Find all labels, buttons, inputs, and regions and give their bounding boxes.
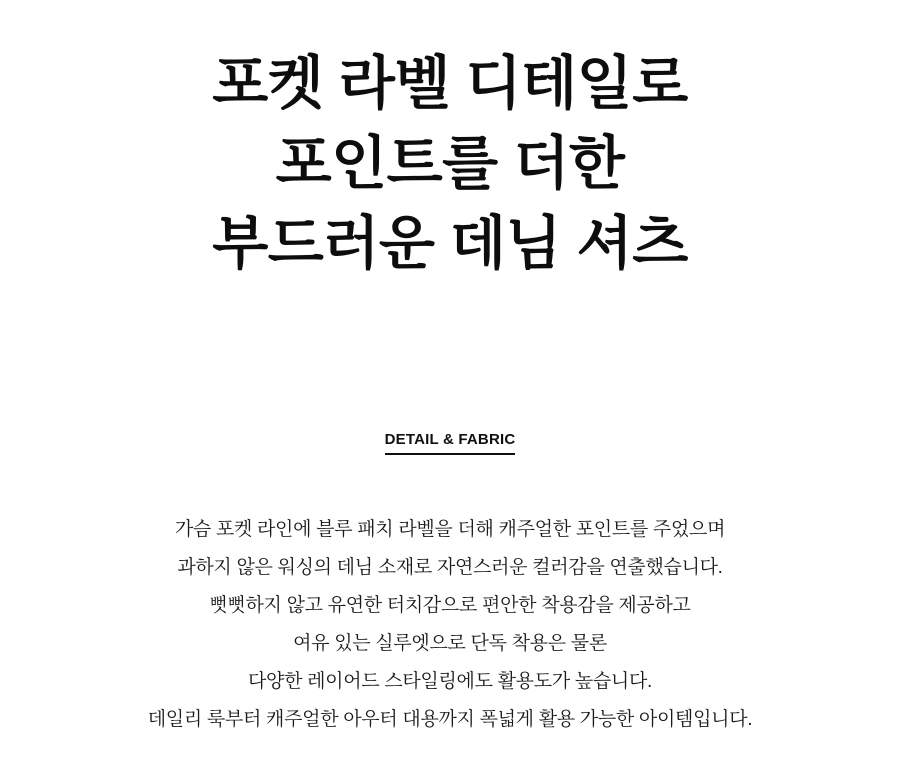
page-title-line-2: 포인트를 더한 xyxy=(275,131,625,197)
description-line-6: 데일리 룩부터 캐주얼한 아우터 대용까지 폭넓게 활용 가능한 아이템입니다. xyxy=(147,708,753,730)
section-heading-label: DETAIL & FABRIC xyxy=(385,431,516,455)
description-line-3: 뻣뻣하지 않고 유연한 터치감으로 편안한 착용감을 제공하고 xyxy=(209,594,691,616)
description-line-5: 다양한 레이어드 스타일링에도 활용도가 높습니다. xyxy=(247,670,653,692)
description-line-1: 가슴 포켓 라인에 블루 패치 라벨을 더해 캐주얼한 포인트를 주었으며 xyxy=(174,518,726,540)
page-title xyxy=(212,44,687,284)
description-text xyxy=(0,511,900,739)
description-line-2: 과하지 않은 워싱의 데님 소재로 자연스러운 컬러감을 연출했습니다. xyxy=(177,556,723,578)
description-line-4: 여유 있는 실루엣으로 단독 착용은 물론 xyxy=(293,632,607,654)
page-title-line-1: 포켓 라벨 디테일로 xyxy=(212,51,688,116)
page-title-line-3: 부드러운 데님 셔츠 xyxy=(212,211,688,277)
section-heading xyxy=(385,431,516,455)
